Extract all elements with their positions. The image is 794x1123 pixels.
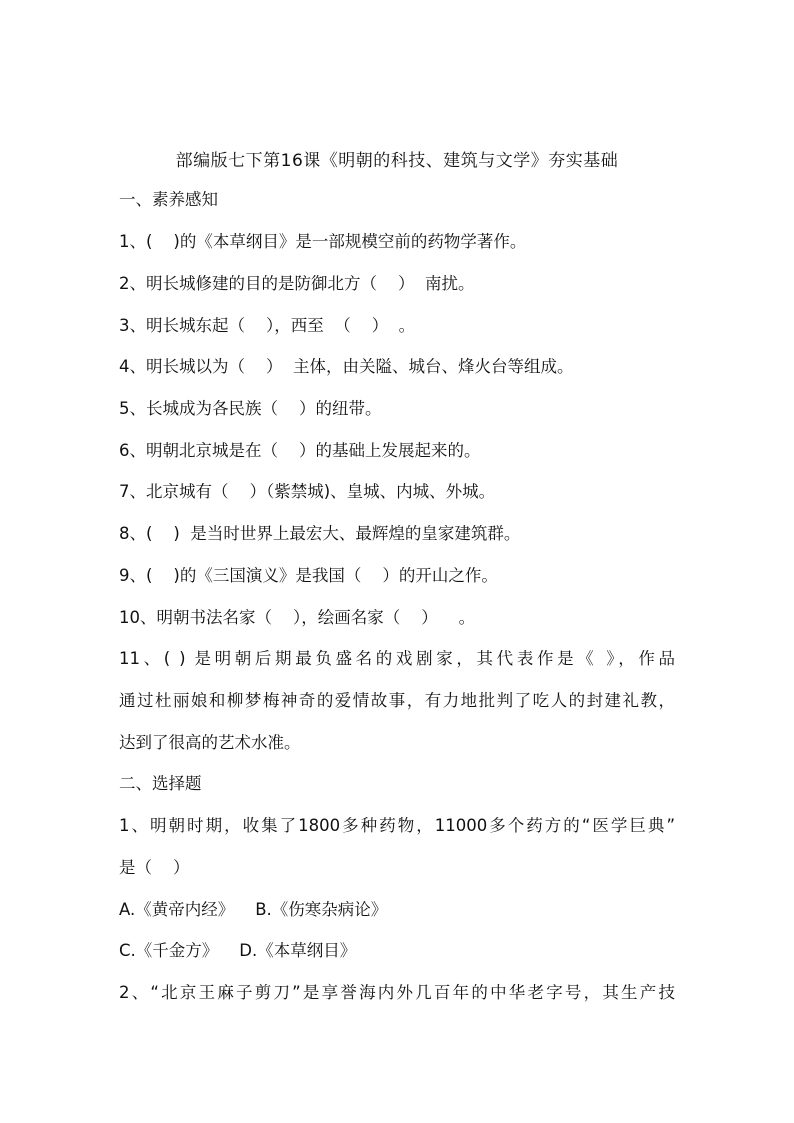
question-item: 6、明朝北京城是在（ ）的基础上发展起来的。 (119, 441, 481, 460)
choice-question: 1、明朝时期，收集了1800多种药物，11000多个药方的“医学巨典” (119, 816, 675, 835)
choice-options: A.《黄帝内经》 B.《伤寒杂病论》 (119, 900, 388, 919)
question-item: 10、明朝书法名家（ ），绘画名家（ ） 。 (119, 608, 476, 627)
choice-options: C.《千金方》 D.《本草纲目》 (119, 941, 357, 960)
section2-heading: 二、选择题 (119, 774, 202, 793)
question-item: 4、明长城以为（ ） 主体，由关隘、城台、烽火台等组成。 (119, 357, 574, 376)
question-item-continuation: 达到了很高的艺术水准。 (119, 733, 301, 752)
section1-heading: 一、素养感知 (119, 190, 218, 209)
question-item: 9、( )的《三国演义》是我国（ ）的开山之作。 (119, 566, 498, 585)
question-item: 7、北京城有（ ）（紫禁城)、皇城、内城、外城。 (119, 482, 496, 501)
choice-question: 2、“北京王麻子剪刀”是享誉海内外几百年的中华老字号，其生产技 (119, 983, 675, 1002)
question-item: 2、明长城修建的目的是防御北方（ ） 南扰。 (119, 274, 475, 293)
choice-question-continuation: 是（ ） (119, 858, 190, 877)
document-title: 部编版七下第16课《明朝的科技、建筑与文学》夯实基础 (175, 151, 619, 171)
question-item: 1、( )的《本草纲目》是一部规模空前的药物学著作。 (119, 232, 527, 251)
question-item: 5、长城成为各民族（ ）的纽带。 (119, 399, 382, 418)
question-item: 11、( ) 是明朝后期最负盛名的戏剧家，其代表作是《 》，作品 (119, 649, 675, 668)
question-item: 3、明长城东起（ ），西至 （ ） 。 (119, 316, 416, 335)
question-item-continuation: 通过杜丽娘和柳梦梅神奇的爱情故事，有力地批判了吃人的封建礼教， (119, 691, 675, 710)
question-item: 8、( ) 是当时世界上最宏大、最辉煌的皇家建筑群。 (119, 524, 521, 543)
